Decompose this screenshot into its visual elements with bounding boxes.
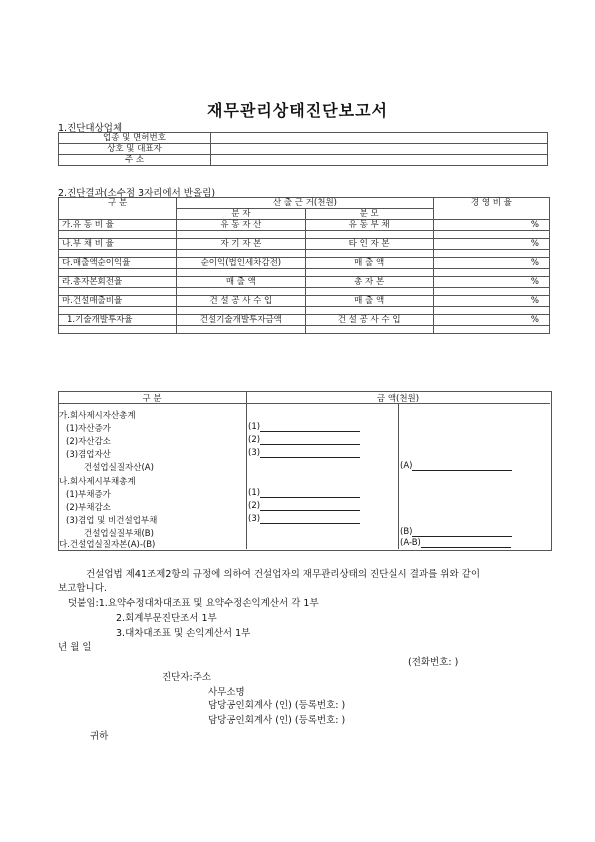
- total-field[interactable]: (A-B): [400, 538, 511, 548]
- capital-line: 가.회사제시자산총계: [59, 411, 136, 421]
- amount-field[interactable]: (1): [248, 422, 360, 432]
- attachment-2: 2.회계부문진단조서 1부: [116, 613, 217, 624]
- amount-field[interactable]: (2): [248, 435, 360, 445]
- row-label-license: 업종 및 면허번호: [59, 133, 211, 144]
- ratio-percent[interactable]: %: [433, 258, 549, 269]
- ratio-sub-numerator: 분 자: [177, 209, 305, 220]
- name-field[interactable]: [211, 144, 548, 155]
- ratio-label: 다.매출액순이익율: [59, 258, 177, 269]
- ratio-label: 가.유 동 비 율: [59, 220, 177, 231]
- ratio-percent[interactable]: %: [433, 315, 549, 326]
- capital-line: (3)겸업 및 비건설업부채: [66, 516, 158, 526]
- ratio-numerator: 건설기술개발투자금액: [177, 315, 305, 326]
- row-label-address: 주 소: [59, 155, 211, 166]
- ratio-percent[interactable]: %: [433, 220, 549, 231]
- capital-line: (2)자산감소: [66, 437, 111, 447]
- capital-line: 다.건설업실질자본(A)-(B): [59, 540, 156, 550]
- ratio-denominator: 유 동 부 채: [305, 220, 433, 231]
- ratio-col-result: 경 영 비 율: [433, 198, 549, 220]
- ratio-denominator: 타 인 자 본: [305, 239, 433, 250]
- ratio-numerator: 순이익(법인세차감전): [177, 258, 305, 269]
- capital-line: (3)겸업자산: [66, 450, 111, 460]
- ratio-denominator: 매 출 액: [305, 296, 433, 307]
- ratio-numerator: 유 동 자 산: [177, 220, 305, 231]
- amount-field[interactable]: (3): [248, 514, 360, 524]
- ratio-col-basis: 산 출 근 거(천원): [177, 198, 434, 209]
- ratio-table: [58, 197, 550, 334]
- ratio-label: 라.총자본회전율: [59, 277, 177, 288]
- capital-line: (1)부채증가: [66, 490, 111, 500]
- ratio-numerator: 매 출 액: [177, 277, 305, 288]
- capital-line: (1)자산증가: [66, 424, 111, 434]
- recipient-honorific: 귀하: [90, 731, 109, 742]
- ratio-percent[interactable]: %: [433, 239, 549, 250]
- capital-line: 건설업실질자산(A): [84, 463, 154, 473]
- report-paragraph-cont: 보고합니다.: [58, 583, 107, 594]
- capital-line: 나.회사제시부채총계: [59, 477, 136, 487]
- page-title: 재무관리상태진단보고서: [206, 101, 389, 120]
- total-field[interactable]: (B): [400, 527, 512, 537]
- company-table: [58, 132, 548, 166]
- diagnoser-address: 진단자:주소: [162, 672, 212, 683]
- ratio-numerator: 자 기 자 본: [177, 239, 305, 250]
- ratio-label: 나.부 채 비 율: [59, 239, 177, 250]
- office-name: 사무소명: [208, 687, 245, 698]
- capital-line: (2)부채감소: [66, 503, 111, 513]
- capital-col-category: 구 분: [142, 394, 162, 404]
- phone-field: (전화번호: ): [408, 657, 459, 668]
- ratio-denominator: 건 설 공 사 수 입: [305, 315, 433, 326]
- license-field[interactable]: [211, 133, 548, 144]
- amount-field[interactable]: (2): [248, 501, 360, 511]
- ratio-denominator: 총 자 본: [305, 277, 433, 288]
- amount-field[interactable]: (3): [248, 448, 360, 458]
- ratio-numerator: 건 설 공 사 수 입: [177, 296, 305, 307]
- capital-col-amount: 금 액(천원): [376, 394, 420, 404]
- amount-field[interactable]: (1): [248, 488, 360, 498]
- ratio-label: 마.건설매출비율: [59, 296, 177, 307]
- section2-heading: 2.진단결과(소수점 3자리에서 반올림): [58, 188, 216, 199]
- ratio-sub-denominator: 분 모: [305, 209, 433, 220]
- ratio-denominator: 매 출 액: [305, 258, 433, 269]
- attachment-3: 3.대차대조표 및 손익계산서 1부: [116, 628, 251, 639]
- address-field[interactable]: [211, 155, 548, 166]
- ratio-percent[interactable]: %: [433, 277, 549, 288]
- ratio-col-category: 구 분: [59, 198, 177, 220]
- total-field[interactable]: (A): [400, 461, 512, 471]
- attachment-1: 덧붙임:1.요약수정대차대조표 및 요약수정손익계산서 각 1부: [68, 598, 319, 609]
- ratio-percent[interactable]: %: [433, 296, 549, 307]
- date-line: 년 월 일: [58, 642, 92, 653]
- report-paragraph: 건설업법 제41조제2항의 규정에 의하여 건설업자의 재무관리상태의 진단실시 결과를 위와 같이: [86, 569, 481, 580]
- ratio-label: 1.기술개발투자율: [59, 315, 177, 326]
- capital-line: 건설업실질부채(B): [84, 529, 154, 539]
- cpa-line-1: 담당공인회계사 (인) (등록번호: ): [208, 700, 346, 711]
- section1-heading: 1.진단대상업체: [58, 123, 123, 134]
- row-label-name: 상호 및 대표자: [59, 144, 211, 155]
- cpa-line-2: 담당공인회계사 (인) (등록번호: ): [208, 715, 346, 726]
